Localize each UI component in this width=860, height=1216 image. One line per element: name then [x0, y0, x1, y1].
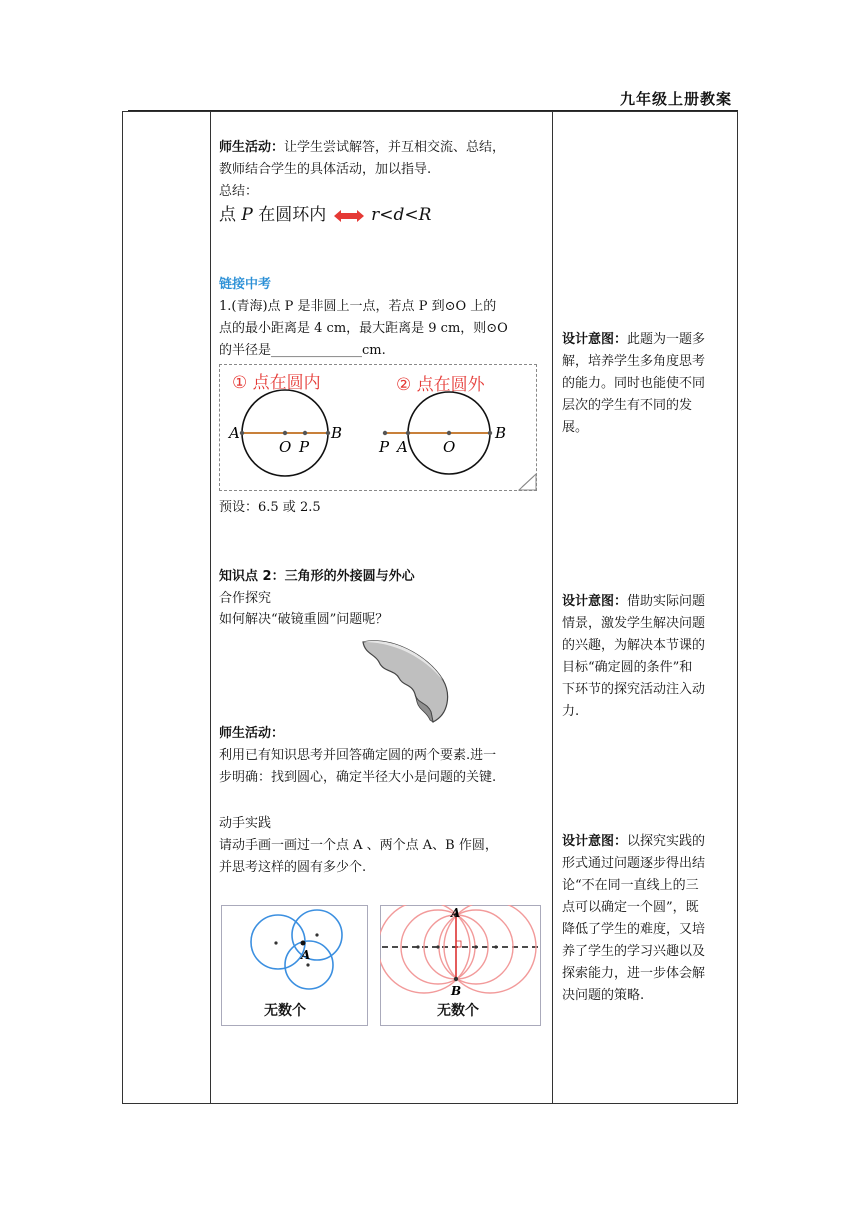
- question-line2: 点的最小距离是 4 cm，最大距离是 9 cm，则⊙O: [219, 321, 508, 336]
- design2-line4: 目标“确定圆的条件”和: [562, 660, 693, 675]
- link-title: 链接中考: [219, 277, 272, 292]
- label-point-a: A: [301, 948, 311, 962]
- design3-line3: 论“不在同一直线上的三: [562, 878, 699, 893]
- design3-line8: 决问题的策略.: [562, 988, 645, 1003]
- design3-line2: 形式通过问题逐步得出结: [562, 856, 706, 871]
- kp2-subtitle: 合作探究: [219, 591, 272, 606]
- label-b2: B: [495, 424, 507, 442]
- double-arrow-icon: [334, 209, 364, 223]
- point-b-outside: [488, 431, 492, 435]
- design1-label: 设计意图：: [562, 332, 628, 347]
- label-a-right: A: [451, 906, 461, 920]
- design3-line1: [562, 831, 705, 852]
- point-a-inside: [240, 431, 244, 435]
- activity2-label: 师生活动：: [219, 726, 285, 741]
- label-b1: B: [331, 424, 343, 442]
- design2-text1: 借助实际问题: [627, 594, 706, 609]
- infinite-label-left: 无数个: [264, 1003, 306, 1019]
- label-a2: A: [397, 438, 408, 456]
- point-o-inside: [283, 431, 287, 435]
- point-a-outside: [406, 431, 410, 435]
- formula-r: r: [371, 205, 380, 225]
- center-r-4: [494, 945, 497, 948]
- page-curl-icon: [519, 474, 536, 490]
- summary-label: 总结：: [219, 184, 259, 199]
- point-a: [301, 941, 306, 946]
- label-o1: O: [279, 438, 292, 456]
- design2-line6: 力.: [562, 704, 580, 719]
- infinite-label-right: 无数个: [437, 1003, 479, 1019]
- point-b-inside: [326, 431, 330, 435]
- label-p1: P: [299, 438, 310, 456]
- kp2-title: 知识点 2：三角形的外接圆与外心: [219, 569, 415, 584]
- activity1-label: 师生活动：: [219, 140, 285, 155]
- center-2: [315, 933, 318, 936]
- design1-line2: 解，培养学生多角度思考: [562, 354, 706, 369]
- label-p2: P: [379, 438, 390, 456]
- point-p-inside: [303, 431, 307, 435]
- column-divider-2: [552, 112, 553, 1103]
- design1-line1: [562, 329, 705, 350]
- center-1: [274, 941, 277, 944]
- label-b-right: B: [451, 984, 462, 998]
- column-divider-1: [210, 112, 211, 1103]
- summary-formula: [219, 203, 431, 227]
- activity1-text1: 让学生尝试解答，并互相交流、总结，: [284, 140, 506, 155]
- question-line1: 1.(青海)点 P 是非圆上一点，若点 P 到⊙O 上的: [219, 299, 497, 314]
- question-line3: 的半径是______________cm.: [219, 343, 386, 358]
- center-r-1: [416, 945, 419, 948]
- activity2-line2: 步明确：找到圆心，确定半径大小是问题的关键.: [219, 770, 497, 785]
- design3-text1: 以探究实践的: [627, 834, 706, 849]
- center-r-3: [474, 945, 477, 948]
- formula-R: R: [418, 205, 432, 225]
- label-point-outside: ② 点在圆外: [396, 375, 485, 395]
- practice-title: 动手实践: [219, 816, 272, 831]
- design3-label: 设计意图：: [562, 834, 628, 849]
- formula-p: P: [241, 205, 253, 225]
- design1-line4: 层次的学生有不同的发: [562, 398, 693, 413]
- design3-line4: 点可以确定一个圆”，既: [562, 900, 699, 915]
- center-3: [306, 963, 309, 966]
- label-o2: O: [443, 438, 456, 456]
- circle-figure-svg: [219, 364, 537, 491]
- page-header-title: 九年级上册教案: [619, 90, 732, 108]
- design3-line6: 养了学生的学习兴趣以及: [562, 944, 706, 959]
- design2-line2: 情景，激发学生解决问题: [562, 616, 706, 631]
- point-p-outside: [383, 431, 387, 435]
- design3-line7: 探索能力，进一步体会解: [562, 966, 706, 981]
- design2-label: 设计意图：: [562, 594, 628, 609]
- preset-answer: 预设：6.5 或 2.5: [219, 500, 321, 515]
- practice-line2: 并思考这样的圆有多少个.: [219, 860, 367, 875]
- design2-line5: 下环节的探究活动注入动: [562, 682, 706, 697]
- activity1-line2: 教师结合学生的具体活动，加以指导.: [219, 162, 432, 177]
- formula-prefix: 点: [219, 205, 242, 225]
- point-o-outside: [447, 431, 451, 435]
- label-point-inside: ① 点在圆内: [232, 373, 321, 393]
- practice-line1: 请动手画一画过一个点 A 、两个点 A、B 作圆，: [219, 838, 498, 853]
- formula-lt2: <: [404, 205, 419, 225]
- design1-line5: 展。: [562, 420, 589, 435]
- formula-lt1: <: [379, 205, 394, 225]
- center-r-2: [436, 945, 439, 948]
- kp2-question: 如何解决“破镜重圆”问题呢？: [219, 612, 389, 627]
- formula-d: d: [393, 205, 405, 225]
- design2-line1: [562, 591, 705, 612]
- activity2-line1: 利用已有知识思考并回答确定圆的两个要素.进一: [219, 748, 497, 763]
- label-a1: A: [229, 424, 240, 442]
- formula-mid: 在圆环内: [252, 205, 327, 225]
- design3-line5: 降低了学生的难度，又培: [562, 922, 706, 937]
- point-b-right: [454, 977, 458, 981]
- broken-mirror-image: [355, 632, 455, 727]
- design2-line3: 的兴趣，为解决本节课的: [562, 638, 706, 653]
- design1-text1: 此题为一题多: [627, 332, 706, 347]
- circle-1: [251, 915, 305, 969]
- design1-line3: 的能力。同时也能使不同: [562, 376, 706, 391]
- activity1-line1: [219, 137, 505, 158]
